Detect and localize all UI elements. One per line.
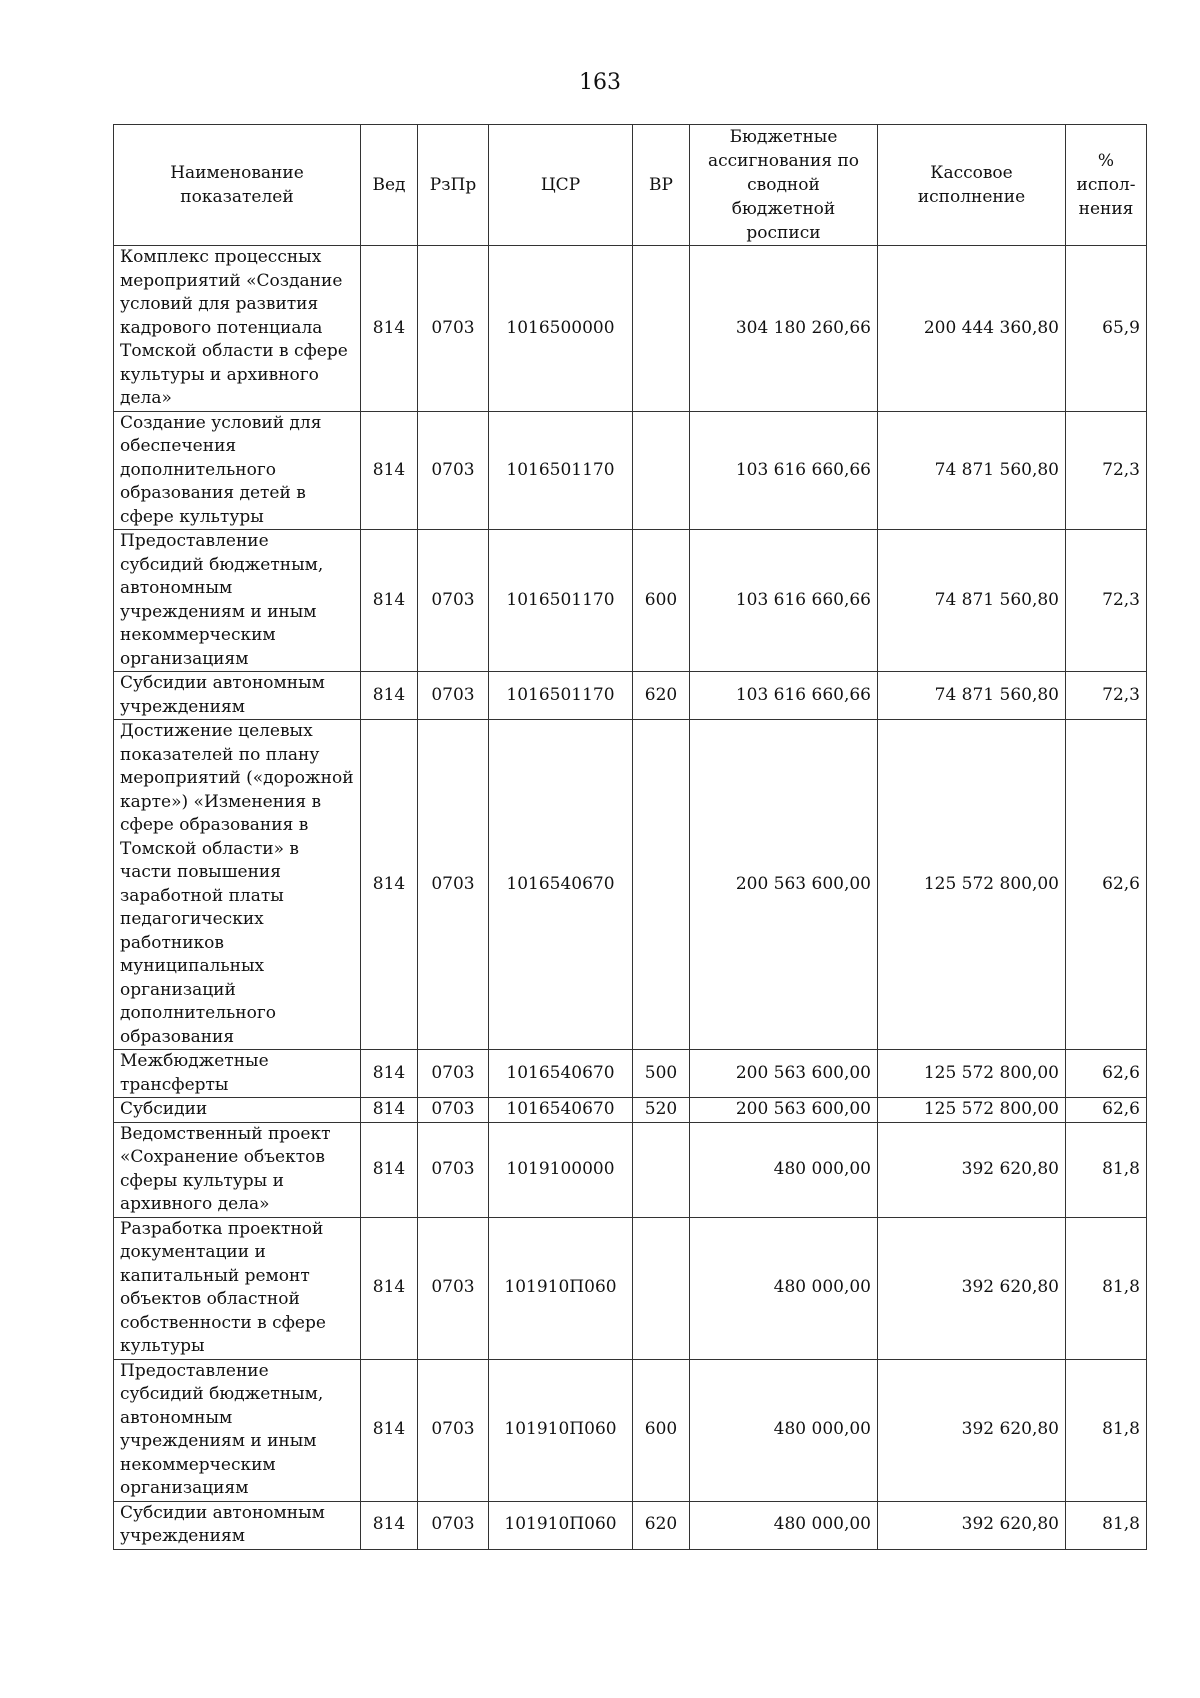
- row-vr: 620: [633, 1501, 690, 1549]
- row-rzpr: 0703: [418, 530, 489, 672]
- row-budget: 200 563 600,00: [690, 720, 878, 1050]
- row-budget: 103 616 660,66: [690, 530, 878, 672]
- row-cash: 200 444 360,80: [878, 246, 1066, 412]
- table-row: [114, 1098, 1147, 1123]
- row-percent: 81,8: [1066, 1359, 1147, 1501]
- header-percent: % испол-нения: [1066, 125, 1147, 246]
- row-rzpr: 0703: [418, 1122, 489, 1217]
- header-cash: Кассовое исполнение: [878, 125, 1066, 246]
- row-cash: 74 871 560,80: [878, 530, 1066, 672]
- row-cash: 392 620,80: [878, 1122, 1066, 1217]
- row-csr: 1016501170: [489, 672, 633, 720]
- row-name: Создание условий для обеспечения дополнительного образования детей в сфере культуры: [114, 411, 361, 530]
- row-percent: 62,6: [1066, 720, 1147, 1050]
- row-rzpr: 0703: [418, 720, 489, 1050]
- row-vr: [633, 411, 690, 530]
- row-ved: 814: [361, 1501, 418, 1549]
- row-name: Субсидии автономным учреждениям: [114, 1501, 361, 1549]
- row-vr: [633, 720, 690, 1050]
- table-body: [114, 246, 1147, 1550]
- row-csr: 1019100000: [489, 1122, 633, 1217]
- row-name: Предоставление субсидий бюджетным, автономным учреждениям и иным некоммерческим организациям: [114, 1359, 361, 1501]
- row-rzpr: 0703: [418, 1098, 489, 1123]
- row-ved: 814: [361, 1098, 418, 1123]
- header-name: Наименование показателей: [114, 125, 361, 246]
- row-name: Субсидии автономным учреждениям: [114, 672, 361, 720]
- row-name: Межбюджетные трансферты: [114, 1050, 361, 1098]
- row-percent: 62,6: [1066, 1050, 1147, 1098]
- row-budget: 480 000,00: [690, 1217, 878, 1359]
- header-row: [114, 125, 1147, 246]
- header-vr: ВР: [633, 125, 690, 246]
- row-cash: 392 620,80: [878, 1217, 1066, 1359]
- row-vr: 600: [633, 530, 690, 672]
- header-rzpr: РзПр: [418, 125, 489, 246]
- row-percent: 65,9: [1066, 246, 1147, 412]
- row-ved: 814: [361, 530, 418, 672]
- row-cash: 125 572 800,00: [878, 1098, 1066, 1123]
- row-vr: 520: [633, 1098, 690, 1123]
- row-vr: [633, 1122, 690, 1217]
- row-budget: 480 000,00: [690, 1359, 878, 1501]
- row-rzpr: 0703: [418, 1050, 489, 1098]
- row-csr: 101910П060: [489, 1217, 633, 1359]
- row-percent: 62,6: [1066, 1098, 1147, 1123]
- table-row: [114, 1359, 1147, 1501]
- row-rzpr: 0703: [418, 1501, 489, 1549]
- row-name: Субсидии: [114, 1098, 361, 1123]
- table-row: [114, 246, 1147, 412]
- row-name: Предоставление субсидий бюджетным, автономным учреждениям и иным некоммерческим организациям: [114, 530, 361, 672]
- row-rzpr: 0703: [418, 672, 489, 720]
- row-csr: 1016500000: [489, 246, 633, 412]
- row-budget: 103 616 660,66: [690, 411, 878, 530]
- row-budget: 304 180 260,66: [690, 246, 878, 412]
- row-rzpr: 0703: [418, 1217, 489, 1359]
- table-row: [114, 530, 1147, 672]
- table-row: [114, 672, 1147, 720]
- row-cash: 74 871 560,80: [878, 411, 1066, 530]
- row-budget: 103 616 660,66: [690, 672, 878, 720]
- row-percent: 81,8: [1066, 1501, 1147, 1549]
- row-budget: 480 000,00: [690, 1122, 878, 1217]
- row-vr: 600: [633, 1359, 690, 1501]
- table-row: [114, 1501, 1147, 1549]
- row-percent: 72,3: [1066, 411, 1147, 530]
- row-csr: 1016501170: [489, 530, 633, 672]
- row-csr: 1016540670: [489, 720, 633, 1050]
- row-csr: 1016540670: [489, 1050, 633, 1098]
- table-header: [114, 125, 1147, 246]
- row-cash: 125 572 800,00: [878, 1050, 1066, 1098]
- row-budget: 480 000,00: [690, 1501, 878, 1549]
- row-vr: [633, 246, 690, 412]
- table-row: [114, 1217, 1147, 1359]
- row-ved: 814: [361, 411, 418, 530]
- row-csr: 1016540670: [489, 1098, 633, 1123]
- row-ved: 814: [361, 246, 418, 412]
- row-ved: 814: [361, 672, 418, 720]
- page-number: 163: [579, 70, 621, 95]
- row-vr: 620: [633, 672, 690, 720]
- row-percent: 72,3: [1066, 530, 1147, 672]
- row-name: Комплекс процессных мероприятий «Создание условий для развития кадрового потенциала Томской области в сфере культуры и архивного дела»: [114, 246, 361, 412]
- row-percent: 81,8: [1066, 1122, 1147, 1217]
- row-name: Достижение целевых показателей по плану мероприятий («дорожной карте») «Изменения в сфере образования в Томской области» в части повышения заработной платы педагогических работников муниципальных организаций дополнительного образования: [114, 720, 361, 1050]
- header-budget: Бюджетные ассигнования по сводной бюджетной росписи: [690, 125, 878, 246]
- row-cash: 125 572 800,00: [878, 720, 1066, 1050]
- row-cash: 74 871 560,80: [878, 672, 1066, 720]
- row-percent: 81,8: [1066, 1217, 1147, 1359]
- table-row: [114, 720, 1147, 1050]
- row-ved: 814: [361, 1050, 418, 1098]
- header-csr: ЦСР: [489, 125, 633, 246]
- table-row: [114, 411, 1147, 530]
- table-row: [114, 1122, 1147, 1217]
- row-budget: 200 563 600,00: [690, 1050, 878, 1098]
- table-row: [114, 1050, 1147, 1098]
- row-csr: 101910П060: [489, 1501, 633, 1549]
- row-csr: 1016501170: [489, 411, 633, 530]
- budget-execution-table: [113, 124, 1147, 1550]
- row-rzpr: 0703: [418, 246, 489, 412]
- row-ved: 814: [361, 1122, 418, 1217]
- row-ved: 814: [361, 720, 418, 1050]
- row-rzpr: 0703: [418, 1359, 489, 1501]
- row-budget: 200 563 600,00: [690, 1098, 878, 1123]
- row-rzpr: 0703: [418, 411, 489, 530]
- row-cash: 392 620,80: [878, 1501, 1066, 1549]
- row-name: Разработка проектной документации и капитальный ремонт объектов областной собственности в сфере культуры: [114, 1217, 361, 1359]
- row-ved: 814: [361, 1217, 418, 1359]
- row-cash: 392 620,80: [878, 1359, 1066, 1501]
- row-percent: 72,3: [1066, 672, 1147, 720]
- row-ved: 814: [361, 1359, 418, 1501]
- row-vr: [633, 1217, 690, 1359]
- row-csr: 101910П060: [489, 1359, 633, 1501]
- row-name: Ведомственный проект «Сохранение объектов сферы культуры и архивного дела»: [114, 1122, 361, 1217]
- row-vr: 500: [633, 1050, 690, 1098]
- header-ved: Вед: [361, 125, 418, 246]
